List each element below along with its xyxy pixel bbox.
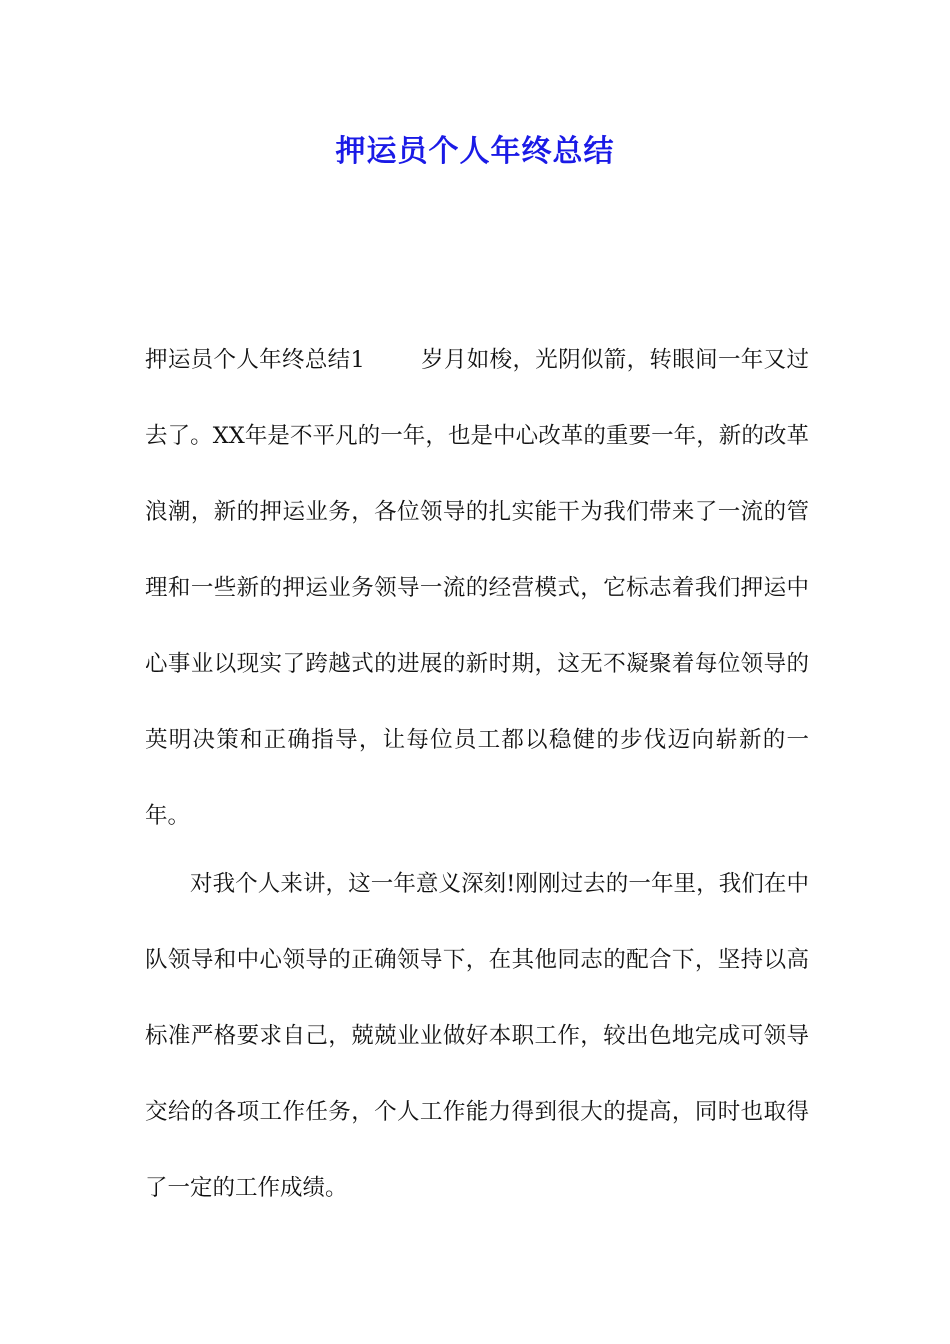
paragraph-2-text: 对我个人来讲，这一年意义深刻!刚刚过去的一年里，我们在中队领导和中心领导的正确领导下，在其他同志的配合下，坚持以高标准严格要求自己，兢兢业业做好本职工作，较出色地完成可领导交给的各项工作任务，个人工作能力得到很大的提高，同时也取得了一定的工作成绩。 (145, 871, 809, 1201)
paragraph-1-text: 岁月如梭，光阴似箭，转眼间一年又过去了。XX年是不平凡的一年，也是中心改革的重要一年，新的改革浪潮，新的押运业务，各位领导的扎实能干为我们带来了一流的管理和一些新的押运业务领导一流的经营模式，它标志着我们押运中心事业以现实了跨越式的进展的新时期，这无不凝聚着每位领导的英明决策和正确指导，让每位员工都以稳健的步伐迈向崭新的一年。 (145, 347, 809, 829)
paragraph-heading: 押运员个人年终总结1 (145, 347, 365, 373)
paragraph-2 (145, 846, 809, 1226)
paragraph-1 (145, 322, 809, 854)
document-title: 押运员个人年终总结 (335, 134, 615, 169)
